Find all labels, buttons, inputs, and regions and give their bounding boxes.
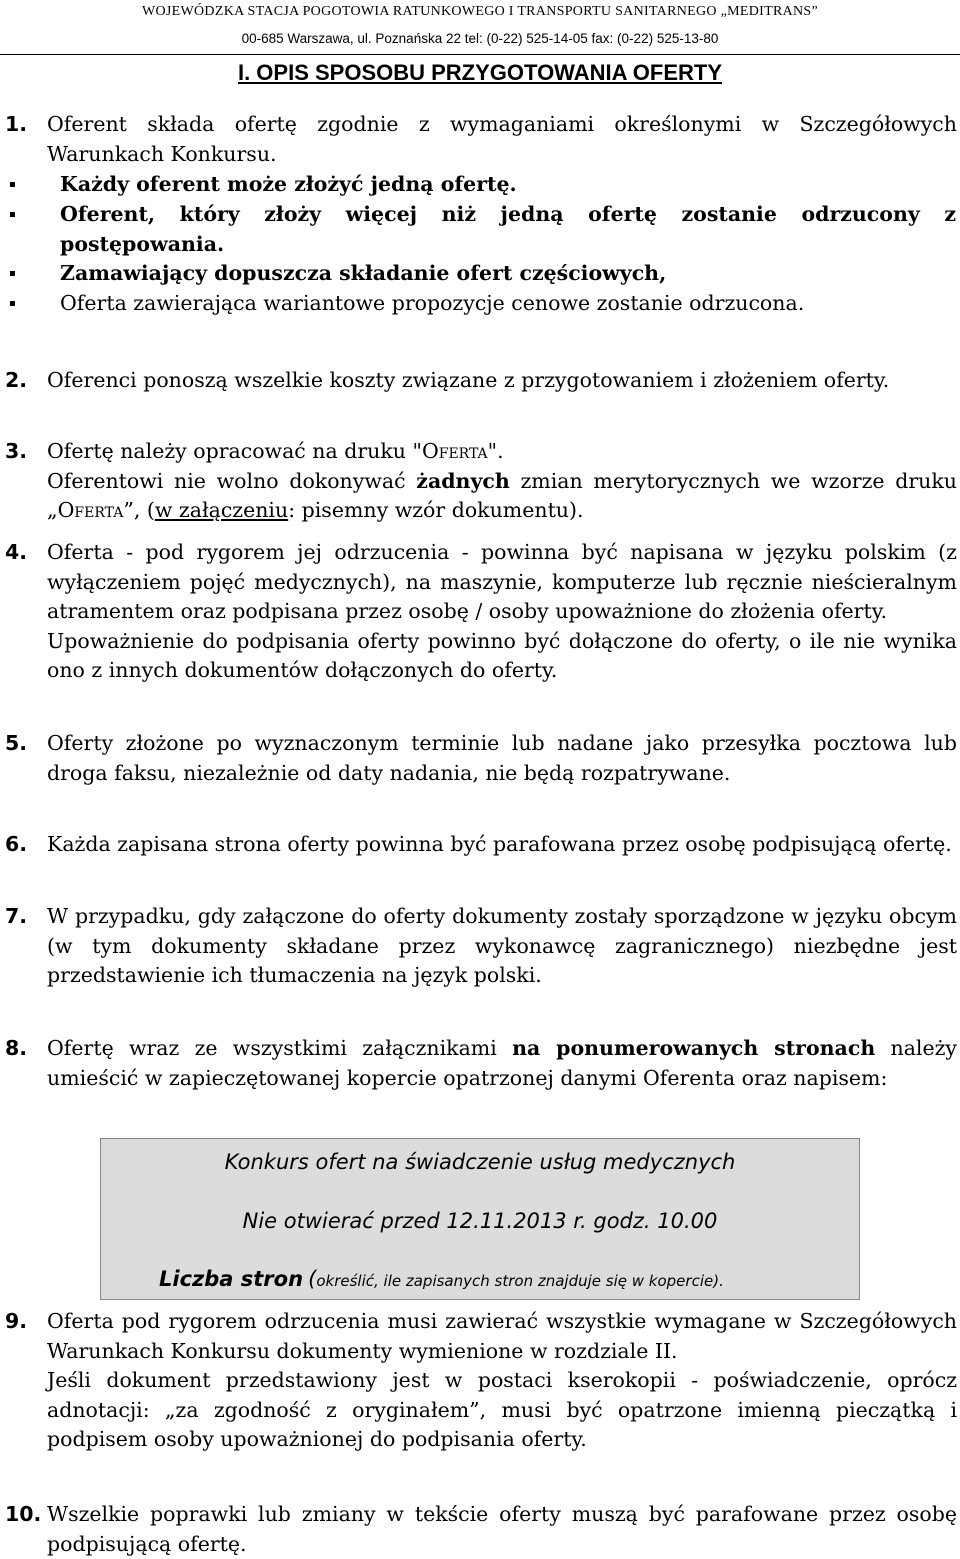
item-number: 8. — [5, 1036, 28, 1060]
item-number: 3. — [5, 439, 28, 463]
envelope-label-line-3 — [159, 1267, 724, 1291]
item-text: Oferenci ponoszą wszelkie koszty związane z przygotowaniem i złożeniem oferty. — [47, 368, 890, 392]
page-count-instruction: określić, ile zapisanych stron znajduje się w kopercie). — [316, 1272, 724, 1290]
text-run: ( — [308, 1267, 317, 1291]
text-run-bold: na ponumerowanych stronach — [512, 1036, 876, 1060]
bullet-text: Oferent, który złoży więcej niż jedną ofertę zostanie odrzucony z postępowania. — [60, 202, 956, 256]
page-count-label: Liczba stron — [159, 1267, 304, 1291]
paragraph: Upoważnienie do podpisania oferty powinno być dołączone do oferty, o ile nie wynika ono z innych dokumentów dołączonych do oferty. — [47, 628, 957, 682]
text-run: Ofertę wraz ze wszystkimi załącznikami — [47, 1036, 513, 1060]
item-text: Oferent składa ofertę zgodnie z wymaganiami określonymi w Szczegółowych Warunkach Konkursu. — [47, 112, 957, 166]
bullet-text: Każdy oferent może złożyć jedną ofertę. — [60, 172, 517, 196]
item-text: W przypadku, gdy załączone do oferty dokumenty zostały sporządzone w języku obcym (w tym dokumenty składane przez wykonawcę zagranicznego) niezbędne jest przedstawienie ich tłumaczenia na język polski. — [47, 904, 957, 987]
item-number: 2. — [5, 368, 28, 392]
item-number: 6. — [5, 832, 28, 856]
item-text: Wszelkie poprawki lub zmiany w tekście oferty muszą być parafowane przez osobę podpisującą ofertę. — [47, 1502, 957, 1556]
item-text — [47, 538, 957, 686]
item-number: 7. — [5, 904, 28, 928]
item-text: Każda zapisana strona oferty powinna być parafowana przez osobę podpisującą ofertę. — [47, 832, 952, 856]
item-text: Oferty złożone po wyznaczonym terminie lub nadane jako przesyłka pocztowa lub droga faksu, niezależnie od daty nadania, nie będą rozpatrywane. — [47, 731, 957, 785]
text-run-bold: żadnych — [416, 468, 510, 493]
bullet-text: Zamawiający dopuszcza składanie ofert częściowych, — [60, 261, 667, 285]
text-run-smallcaps: Oferta — [421, 439, 488, 463]
envelope-label-line-1: Konkurs ofert na świadczenie usług medycznych — [224, 1150, 736, 1174]
text-run: Oferentowi nie wolno dokonywać — [47, 468, 417, 493]
text-run: ". — [487, 439, 504, 463]
section-title: I. OPIS SPOSOBU PRZYGOTOWANIA OFERTY — [237, 60, 723, 85]
paragraph: Oferta pod rygorem odrzucenia musi zawierać wszystkie wymagane w Szczegółowych Warunkach Konkursu dokumenty wymienione w rozdziale II. — [47, 1309, 957, 1363]
item-number: 10. — [5, 1502, 42, 1526]
header-organization-name: WOJEWÓDZKA STACJA POGOTOWIA RATUNKOWEGO I TRANSPORTU SANITARNEGO „MEDITRANS” — [141, 4, 818, 19]
header-address: 00-685 Warszawa, ul. Poznańska 22 tel: (0-22) 525-14-05 fax: (0-22) 525-13-80 — [241, 31, 719, 46]
header-divider — [0, 54, 960, 55]
item-number: 5. — [5, 731, 28, 755]
item-number: 1. — [5, 112, 28, 136]
text-run: ”, ( — [123, 498, 155, 522]
text-run-smallcaps: Oferta — [57, 498, 124, 522]
item-number: 4. — [5, 540, 28, 564]
text-run-underlined: w załączeniu — [154, 498, 289, 522]
item-text — [47, 1307, 957, 1455]
text-run: Ofertę należy opracować na druku " — [47, 439, 422, 463]
item-text — [47, 1034, 957, 1093]
text-run: : pisemny wzór dokumentu). — [288, 498, 584, 522]
text-run: zmian merytorycznych we wzorze druku „ — [47, 468, 957, 522]
text-run: należy umieścić w zapieczętowanej kopercie opatrzonej danymi Oferenta oraz napisem: — [47, 1036, 957, 1090]
envelope-label-line-2: Nie otwierać przed 12.11.2013 r. godz. 10.00 — [242, 1209, 718, 1233]
item-text — [47, 437, 957, 526]
bullet-text: Oferta zawierająca wariantowe propozycje cenowe zostanie odrzucona. — [60, 291, 805, 315]
paragraph: Oferta - pod rygorem jej odrzucenia - powinna być napisana w języku polskim (z wyłączeniem pojęć medycznych), na maszynie, komputerze lub ręcznie nieścieralnym atramentem oraz podpisana przez osobę / osoby upoważnione do złożenia oferty. — [47, 540, 957, 623]
paragraph: Jeśli dokument przedstawiony jest w postaci kserokopii - poświadczenie, oprócz adnotacji: „za zgodność z oryginałem”, musi być opatrzone imienną pieczątką i podpisem osoby upoważnionej do podpisania oferty. — [47, 1368, 957, 1451]
envelope-label-box — [100, 1138, 860, 1300]
item-number: 9. — [5, 1309, 28, 1333]
